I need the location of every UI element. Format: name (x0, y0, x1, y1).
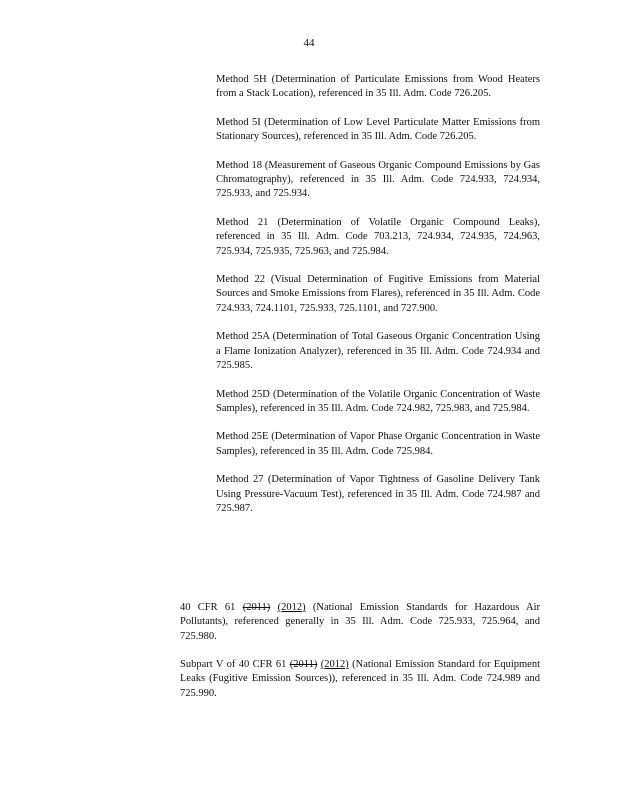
cfr-61-inserted-year: (2012) (277, 602, 306, 613)
method-18-entry: Method 18 (Measurement of Gaseous Organic Compound Emissions by Gas Chromatography), referenced in 35 Ill. Adm. Code 724.933, 724.934, 725.933, and 725.934. (216, 159, 540, 200)
subpart-v-rest: (National Emission Standard for Equipment Leaks (Fugitive Emission Sources)), referenced in 35 Ill. Adm. Code 724.989 and 725.990. (180, 659, 541, 699)
subpart-v-entry (180, 658, 540, 701)
method-5h-entry: Method 5H (Determination of Particulate Emissions from Wood Heaters from a Stack Location), referenced in 35 Ill. Adm. Code 726.205. (216, 74, 540, 100)
subpart-v-deleted-year: (2011) (289, 659, 318, 670)
method-21-entry: Method 21 (Determination of Volatile Organic Compound Leaks), referenced in 35 Ill. Adm. Code 703.213, 724.934, 724.935, 724.963, 725.934, 725.935, 725.963, and 725.984. (216, 216, 540, 257)
subpart-v-inserted-year: (2012) (320, 659, 349, 670)
method-list (216, 73, 540, 530)
cfr-61-entry (180, 601, 540, 644)
method-25e-entry: Method 25E (Determination of Vapor Phase Organic Concentration in Waste Samples), referenced in 35 Ill. Adm. Code 725.984. (216, 431, 540, 457)
cfr-61-deleted-year: (2011) (242, 602, 271, 613)
cfr-61-prefix: 40 CFR 61 (180, 602, 243, 613)
method-25d-entry: Method 25D (Determination of the Volatile Organic Concentration of Waste Samples), referenced in 35 Ill. Adm. Code 724.982, 725.983, and 725.984. (216, 388, 540, 414)
method-27-entry: Method 27 (Determination of Vapor Tightness of Gasoline Delivery Tank Using Pressure-Vacuum Test), referenced in 35 Ill. Adm. Code 724.987 and 725.987. (216, 474, 540, 514)
method-5i-entry: Method 5I (Determination of Low Level Particulate Matter Emissions from Stationary Sources), referenced in 35 Ill. Adm. Code 726.205. (216, 116, 540, 143)
method-22-entry: Method 22 (Visual Determination of Fugitive Emissions from Material Sources and Smoke Emissions from Flares), referenced in 35 Ill. Adm. Code 724.933, 724.1101, 725.933, 725.1101, and 727.900. (216, 274, 540, 314)
subpart-v-prefix: Subpart V of 40 CFR 61 (180, 659, 290, 670)
method-25a-entry: Method 25A (Determination of Total Gaseous Organic Concentration Using a Flame Ionization Analyzer), referenced in 35 Ill. Adm. Code 724.934 and 725.985. (216, 331, 540, 372)
cfr-61-rest: (National Emission Standards for Hazardous Air Pollutants), referenced generally in 35 Ill. Adm. Code 725.933, 725.964, and 725.980. (180, 602, 540, 642)
page-number: 44 (303, 37, 315, 49)
